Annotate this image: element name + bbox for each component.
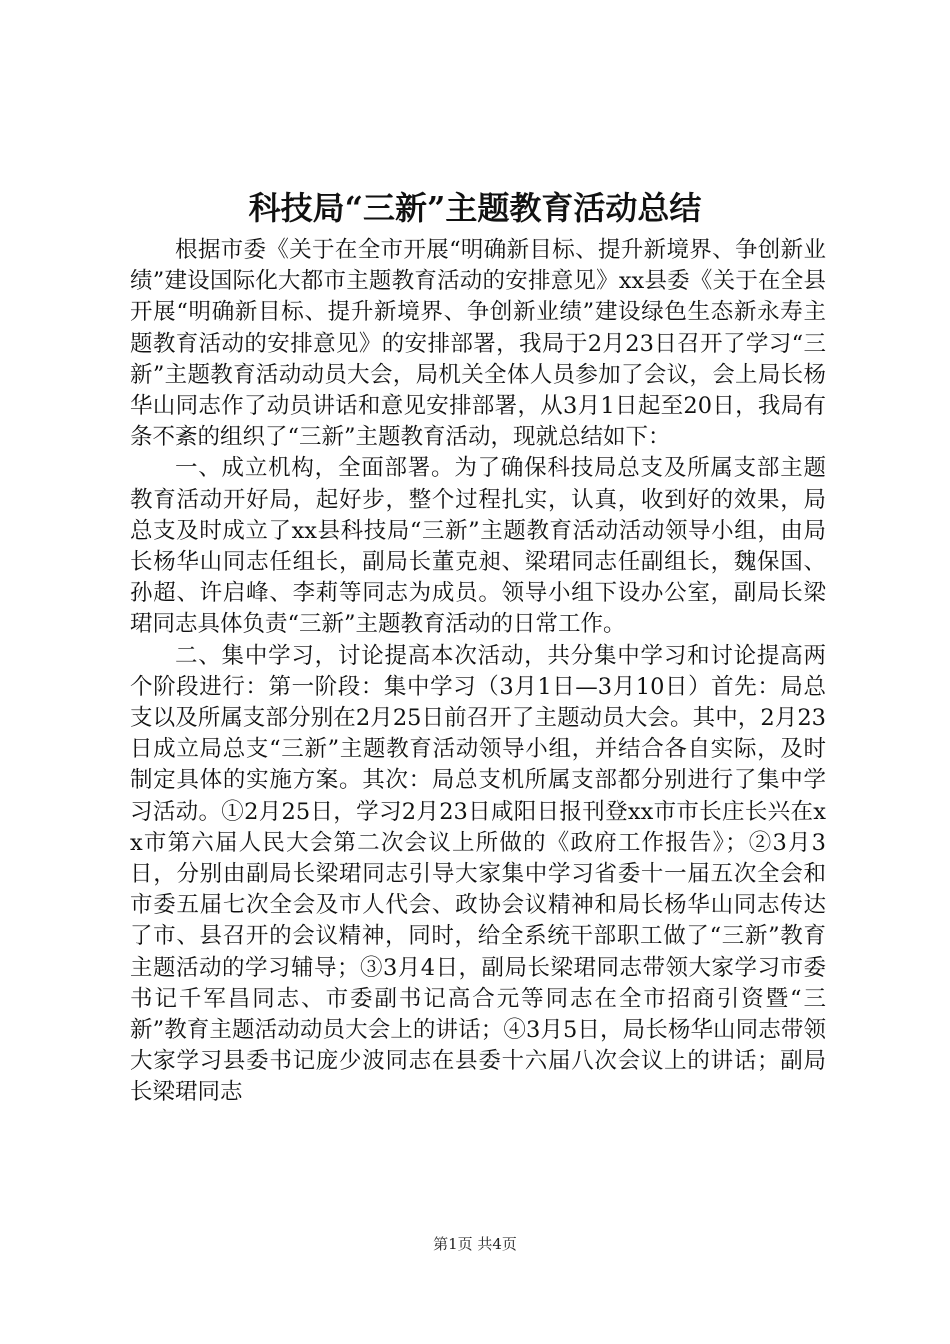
paragraph-section-1: 一、成立机构，全面部署。为了确保科技局总支及所属支部主题教育活动开好局，起好步，整个过程扎实，认真，收到好的效果，局总支及时成立了xx县科技局“三新”主题教育活动活动领导小组，由局长杨华山同志任组长，副局长董克昶、梁珺同志任副组长，魏保国、孙超、许启峰、李莉等同志为成员。领导小组下设办公室，副局长梁珺同志具体负责“三新”主题教育活动的日常工作。 [130, 455, 826, 638]
document-title: 科技局“三新”主题教育活动总结 [248, 189, 702, 227]
document-body [130, 235, 826, 1109]
page-footer: 第1页 共4页 [433, 1235, 517, 1253]
paragraph-intro: 根据市委《关于在全市开展“明确新目标、提升新境界、争创新业绩”建设国际化大都市主题教育活动的安排意见》xx县委《关于在全县开展“明确新目标、提升新境界、争创新业绩”建设绿色生态新永寿主题教育活动的安排意见》的安排部署，我局于2月23日召开了学习“三新”主题教育活动动员大会，局机关全体人员参加了会议，会上局长杨华山同志作了动员讲话和意见安排部署，从3月1日起至20日，我局有条不紊的组织了“三新”主题教育活动，现就总结如下： [130, 237, 826, 451]
paragraph-section-2: 二、集中学习，讨论提高本次活动，共分集中学习和讨论提高两个阶段进行：第一阶段：集中学习（3月1日—3月10日）首先：局总支以及所属支部分别在2月25日前召开了主题动员大会。其中，2月23日成立局总支“三新”主题教育活动领导小组，并结合各自实际，及时制定具体的实施方案。其次：局总支机所属支部都分别进行了集中学习活动。①2月25日，学习2月23日咸阳日报刊登xx市市长庄长兴在xx市第六届人民大会第二次会议上所做的《政府工作报告》；②3月3日，分别由副局长梁珺同志引导大家集中学习省委十一届五次全会和市委五届七次全会及市人代会、政协会议精神和局长杨华山同志传达了市、县召开的会议精神，同时，给全系统干部职工做了“三新”教育主题活动的学习辅导；③3月4日，副局长梁珺同志带领大家学习市委书记千军昌同志、市委副书记高合元等同志在全市招商引资暨“三新”教育主题活动动员大会上的讲话；④3月5日，局长杨华山同志带领大家学习县委书记庞少波同志在县委十六届八次会议上的讲话；副局长梁珺同志 [130, 642, 826, 1106]
